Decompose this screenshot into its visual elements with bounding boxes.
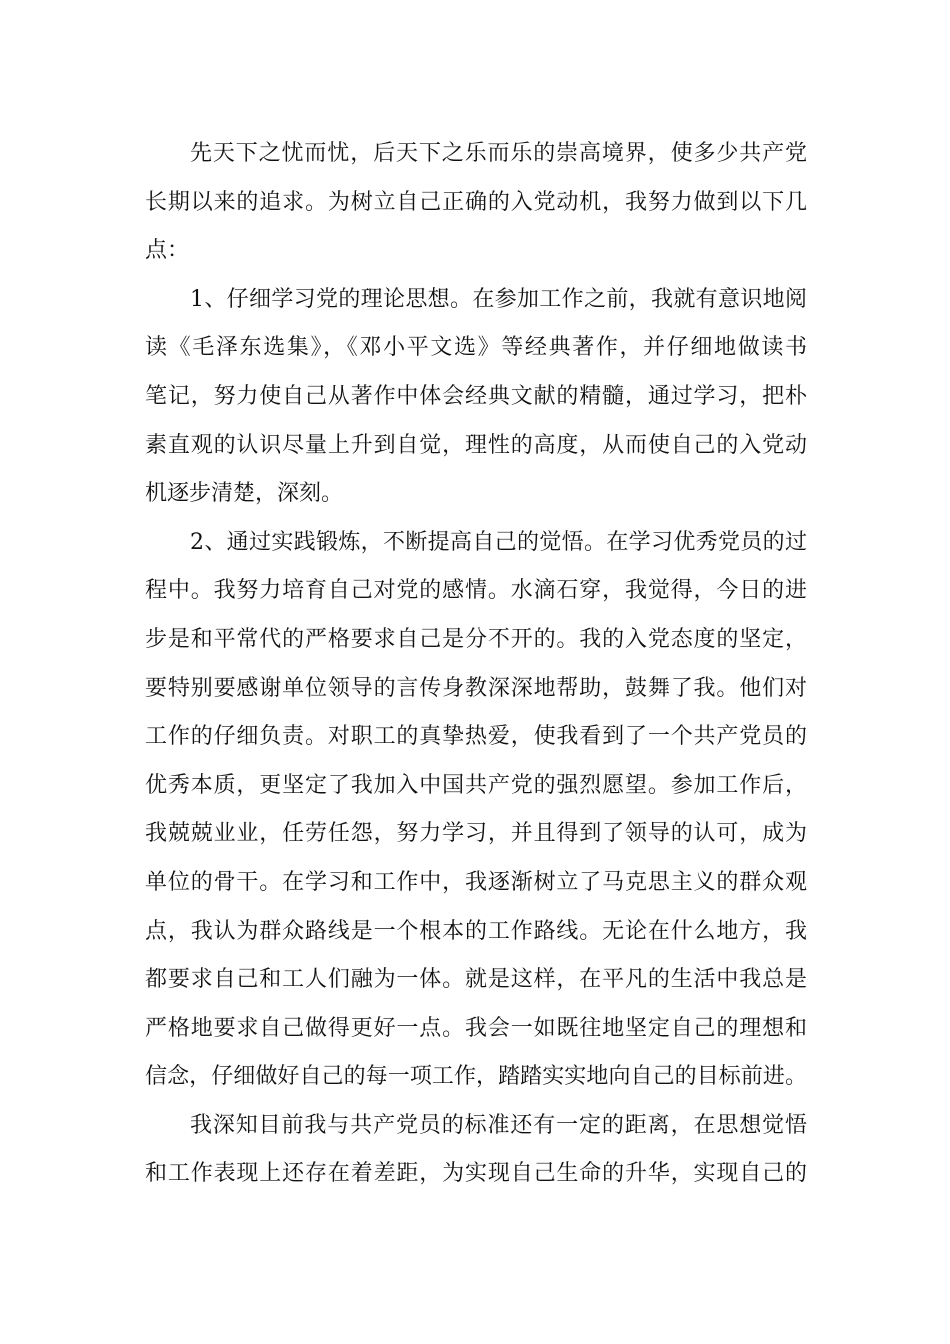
- text-line: 素直观的认识尽量上升到自觉，理性的高度，从而使自己的入党动: [145, 432, 807, 458]
- text-line: 笔记，努力使自己从著作中体会经典文献的精髓，通过学习，把朴: [145, 383, 807, 409]
- text-line: 长期以来的追求。为树立自己正确的入党动机，我努力做到以下几: [145, 189, 807, 215]
- text-line: 我深知目前我与共产党员的标准还有一定的距离，在思想觉悟: [190, 1112, 807, 1138]
- text-line: 我兢兢业业，任劳任怨，努力学习，并且得到了领导的认可，成为: [145, 821, 807, 847]
- text-line: 程中。我努力培育自己对党的感情。水滴石穿，我觉得，今日的进: [145, 578, 807, 604]
- paragraph-1: [145, 130, 807, 276]
- text-line: 信念，仔细做好自己的每一项工作，踏踏实实地向自己的目标前进。: [145, 1064, 807, 1090]
- text-line: 都要求自己和工人们融为一体。就是这样，在平凡的生活中我总是: [145, 967, 807, 993]
- document-body: [145, 130, 807, 1199]
- text-line: 步是和平常代的严格要求自己是分不开的。我的入党态度的坚定，: [145, 626, 807, 652]
- text-line: 严格地要求自己做得更好一点。我会一如既往地坚定自己的理想和: [145, 1015, 807, 1041]
- text-line: 要特别要感谢单位领导的言传身教深深地帮助，鼓舞了我。他们对: [145, 675, 807, 701]
- text-line: 点：: [145, 238, 190, 264]
- text-line: 先天下之忧而忧，后天下之乐而乐的崇高境界，使多少共产党: [190, 141, 807, 166]
- text-line: 工作的仔细负责。对职工的真挚热爱，使我看到了一个共产党员的: [145, 724, 807, 750]
- text-line: 1、仔细学习党的理论思想。在参加工作之前，我就有意识地阅: [190, 286, 807, 312]
- text-line: 读《毛泽东选集》，《邓小平文选》等经典著作，并仔细地做读书: [145, 335, 807, 361]
- text-line: 2、通过实践锻炼，不断提高自己的觉悟。在学习优秀党员的过: [190, 529, 807, 555]
- paragraph-3: [145, 519, 807, 1102]
- paragraph-4: [145, 1102, 807, 1199]
- text-line: 点，我认为群众路线是一个根本的工作路线。无论在什么地方，我: [145, 918, 807, 944]
- text-line: 和工作表现上还存在着差距，为实现自己生命的升华，实现自己的: [145, 1161, 807, 1187]
- text-line: 单位的骨干。在学习和工作中，我逐渐树立了马克思主义的群众观: [145, 869, 807, 895]
- text-line: 机逐步清楚，深刻。: [145, 481, 344, 507]
- paragraph-2: [145, 276, 807, 519]
- text-line: 优秀本质，更坚定了我加入中国共产党的强烈愿望。参加工作后，: [145, 772, 807, 798]
